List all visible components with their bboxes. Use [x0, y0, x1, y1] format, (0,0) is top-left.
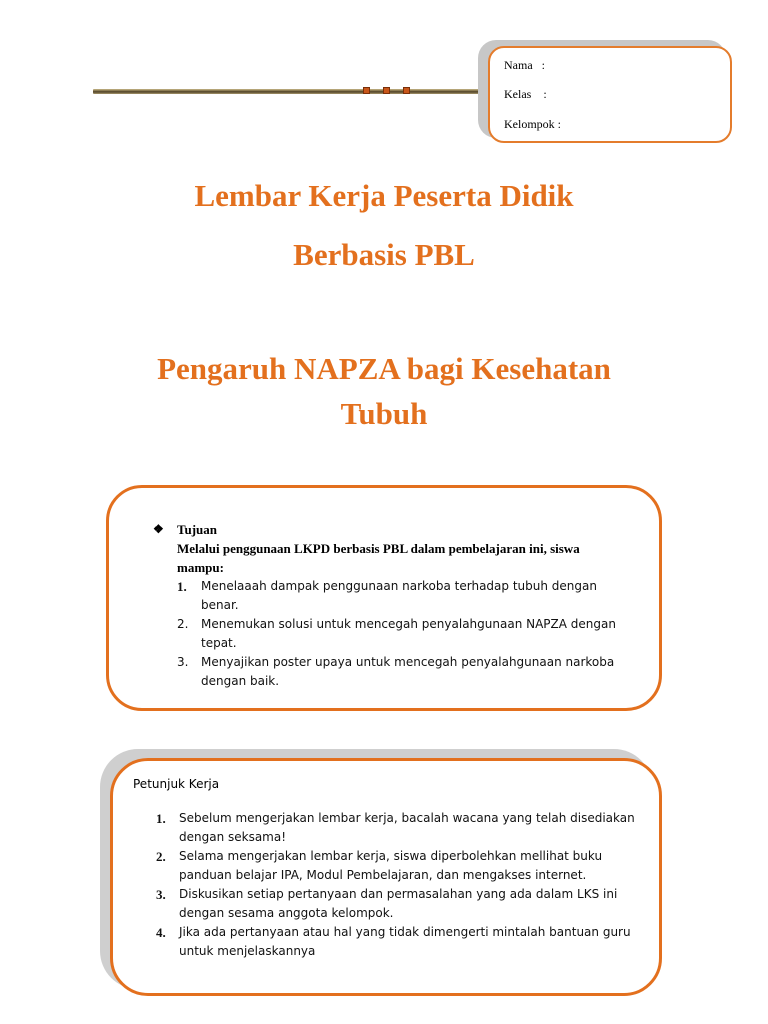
nama-separator: :: [541, 58, 545, 72]
petunjuk-item: [153, 923, 643, 961]
topic-title-line1: Pengaruh NAPZA bagi Kesehatan: [157, 351, 611, 386]
petunjuk-item: [153, 847, 643, 885]
tujuan-item: [153, 653, 623, 691]
petunjuk-item-text: Sebelum mengerjakan lembar kerja, bacalah wacana yang telah disediakan dengan seksama!: [179, 811, 635, 844]
petunjuk-item-text: Jika ada pertanyaan atau hal yang tidak dimengerti mintalah bantuan guru untuk menjelaskannya: [179, 925, 631, 958]
petunjuk-item-text: Diskusikan setiap pertanyaan dan permasalahan yang ada dalam LKS ini dengan sesama anggota kelompok.: [179, 887, 618, 920]
petunjuk-title: Petunjuk Kerja: [133, 777, 220, 791]
tujuan-item-text: Menyajikan poster upaya untuk mencegah penyalahgunaan narkoba dengan baik.: [201, 655, 615, 688]
tujuan-item-number: 1.: [177, 579, 187, 594]
tujuan-item: [153, 577, 623, 615]
petunjuk-item: [153, 885, 643, 923]
tujuan-heading: [153, 520, 623, 539]
page-subtitle: Berbasis PBL: [293, 237, 475, 272]
petunjuk-item-number: 4.: [156, 925, 166, 940]
tujuan-list: [153, 577, 623, 691]
tujuan-item-text: Menemukan solusi untuk mencegah penyalahgunaan NAPZA dengan tepat.: [201, 617, 616, 650]
kelas-separator: :: [543, 87, 547, 101]
divider-square-icon: [363, 87, 370, 94]
topic-title-line2: Tubuh: [340, 396, 428, 431]
petunjuk-item: [153, 809, 643, 847]
tujuan-box: [106, 485, 662, 711]
tujuan-item-number: 3.: [177, 655, 189, 669]
decorative-divider: [93, 89, 495, 94]
tujuan-item-number: 2.: [177, 617, 189, 631]
nama-row: [504, 58, 545, 73]
divider-square-icon: [383, 87, 390, 94]
kelompok-separator: :: [557, 117, 562, 131]
nama-label: Nama: [504, 58, 533, 72]
petunjuk-list: [153, 809, 643, 961]
diamond-bullet-icon: ❖: [153, 522, 164, 536]
petunjuk-item-text: Selama mengerjakan lembar kerja, siswa diperbolehkan mellihat buku panduan belajar IPA, Modul Pembelajaran, dan mengakses internet.: [179, 849, 603, 882]
petunjuk-item-number: 2.: [156, 849, 166, 864]
tujuan-item-text: Menelaaah dampak penggunaan narkoba terhadap tubuh dengan benar.: [201, 579, 597, 612]
kelompok-row: [504, 117, 561, 132]
tujuan-content: [153, 520, 623, 691]
kelompok-label: Kelompok: [504, 117, 555, 131]
petunjuk-item-number: 1.: [156, 811, 166, 826]
divider-square-icon: [403, 87, 410, 94]
petunjuk-item-number: 3.: [156, 887, 166, 902]
tujuan-intro: Melalui penggunaan LKPD berbasis PBL dalam pembelajaran ini, siswa mampu:: [177, 541, 580, 575]
petunjuk-box: [110, 758, 662, 996]
identity-box: [488, 46, 732, 143]
kelas-label: Kelas: [504, 87, 532, 101]
tujuan-item: [153, 615, 623, 653]
tujuan-heading-text: Tujuan: [177, 522, 217, 537]
page-title: Lembar Kerja Peserta Didik: [194, 178, 574, 213]
kelas-row: [504, 87, 547, 102]
